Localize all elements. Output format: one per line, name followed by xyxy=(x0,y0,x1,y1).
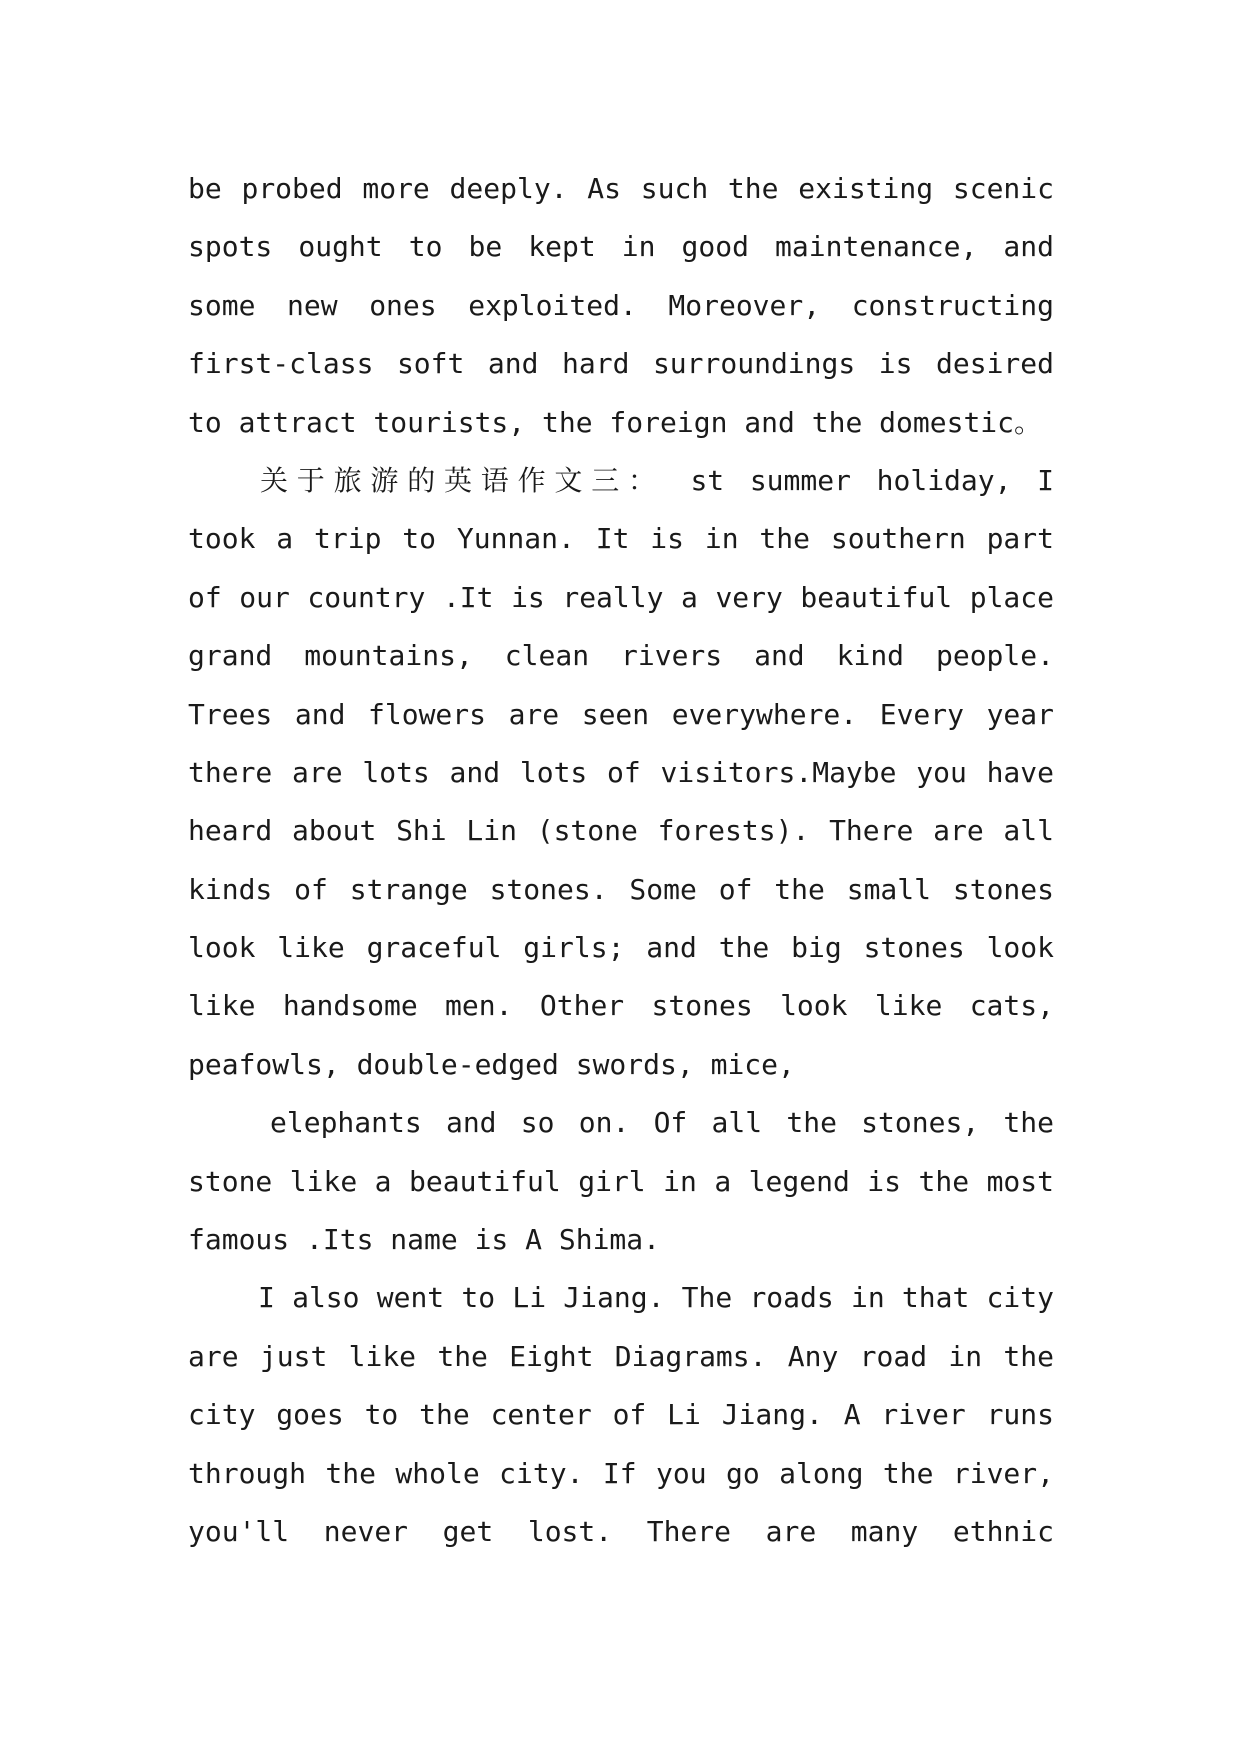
text-line: spots ought to be kept in good maintenance, and xyxy=(188,230,1054,264)
text-line: you'll never get lost. There are many ethnic xyxy=(188,1514,1054,1548)
text-line: took a trip to Yunnan. It is in the southern part xyxy=(188,522,1054,556)
text-line: of our country .It is really a very beautiful place xyxy=(188,580,1054,614)
text-line: grand mountains, clean rivers and kind people. xyxy=(188,639,1054,673)
text-line: city goes to the center of Li Jiang. A river runs xyxy=(188,1398,1054,1432)
text-line: be probed more deeply. As such the existing scenic xyxy=(188,172,1054,205)
body-text xyxy=(188,160,1054,1561)
text-line: to attract tourists, the foreign and the domestic。 xyxy=(188,405,1043,439)
text-line: kinds of strange stones. Some of the small stones xyxy=(188,872,1054,906)
text-line: famous .Its name is A Shima. xyxy=(188,1223,661,1257)
text-line: stone like a beautiful girl in a legend is the most xyxy=(188,1164,1054,1198)
text-line: are just like the Eight Diagrams. Any road in the xyxy=(188,1339,1054,1373)
text-line: look like graceful girls; and the big stones look xyxy=(188,931,1054,965)
text-line: elephants and so on. Of all the stones, the xyxy=(270,1106,1054,1140)
text-line: I also went to Li Jiang. The roads in that city xyxy=(258,1281,1054,1315)
text-line: first-class soft and hard surroundings is desired xyxy=(188,347,1054,381)
text-line: peafowls, double-edged swords, mice, xyxy=(188,1047,795,1081)
text-line: through the whole city. If you go along the river, xyxy=(188,1456,1054,1490)
text-line: like handsome men. Other stones look like cats, xyxy=(188,989,1054,1023)
text-line: there are lots and lots of visitors.Maybe you have xyxy=(188,755,1054,789)
text-line: some new ones exploited. Moreover, constructing xyxy=(188,288,1054,322)
text-line: Trees and flowers are seen everywhere. Every year xyxy=(188,697,1054,731)
section-heading-line: 关于旅游的英语作文三： st summer holiday, I xyxy=(260,463,1054,497)
text-line: heard about Shi Lin (stone forests). There are all xyxy=(188,814,1054,848)
